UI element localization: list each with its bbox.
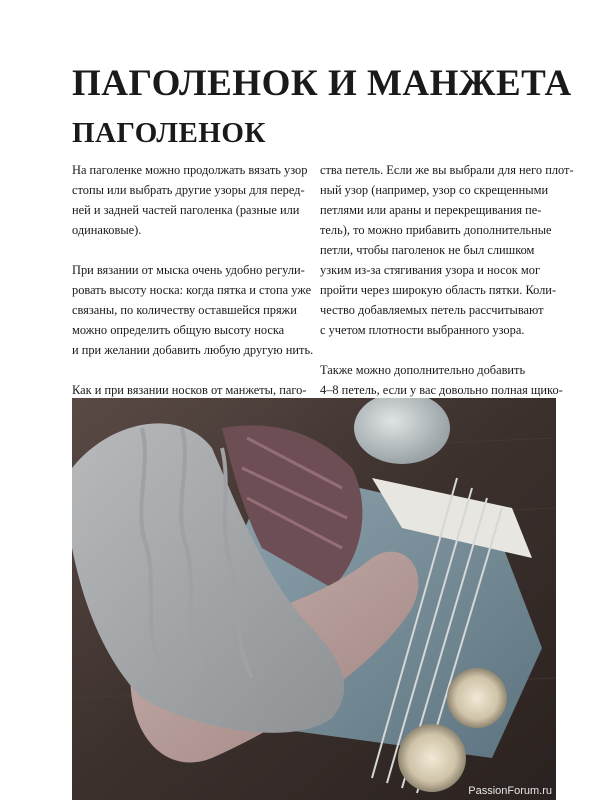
text-line: ней и задней частей паголенка (разные или	[72, 203, 300, 217]
text-line: ства петель. Если же вы выбрали для него плот-	[320, 163, 574, 177]
text-line: ный узор (например, узор со скрещенными	[320, 183, 549, 197]
paragraph	[320, 160, 574, 340]
text-line: и при желании добавить любую другую нить.	[72, 343, 314, 357]
text-line: пройти через широкую область пятки. Коли-	[320, 283, 557, 297]
text-line: 4–8 петель, если у вас довольно полная щико-	[320, 383, 563, 397]
watermark: PassionForum.ru	[468, 785, 552, 797]
text-line: петли, чтобы паголенок не был слишком	[320, 243, 535, 257]
text-line: тель), то можно прибавить дополнительные	[320, 223, 552, 237]
text-line: можно определить общую высоту носка	[72, 323, 285, 337]
text-line: Также можно дополнительно добавить	[320, 363, 526, 377]
text-line: петлями или араны и перекрещивания пе-	[320, 203, 542, 217]
thistle-flower	[398, 724, 466, 792]
knitted-socks-photo	[72, 398, 556, 800]
page-title: ПАГОЛЕНОК И МАНЖЕТА	[72, 63, 572, 104]
text-line: с учетом плотности выбранного узора.	[320, 323, 525, 337]
text-line: узким из-за стягивания узора и носок мог	[320, 263, 541, 277]
text-line: При вязании от мыска очень удобно регули-	[72, 263, 305, 277]
text-line: связаны, по количеству оставшейся пряжи	[72, 303, 297, 317]
text-line: Как и при вязании носков от манжеты, паго-	[72, 383, 307, 397]
section-subtitle: ПАГОЛЕНОК	[72, 117, 266, 149]
text-line: стопы или выбрать другие узоры для перед-	[72, 183, 305, 197]
thistle-flower	[447, 668, 507, 728]
text-line: На паголенке можно продолжать вязать узор	[72, 163, 308, 177]
text-line: ровать высоту носка: когда пятка и стопа уже	[72, 283, 312, 297]
text-line: одинаковые).	[72, 223, 142, 237]
photo-illustration	[72, 398, 556, 800]
paragraph	[72, 260, 314, 360]
paragraph	[72, 160, 308, 240]
text-line: чество добавляемых петель рассчитывают	[320, 303, 544, 317]
